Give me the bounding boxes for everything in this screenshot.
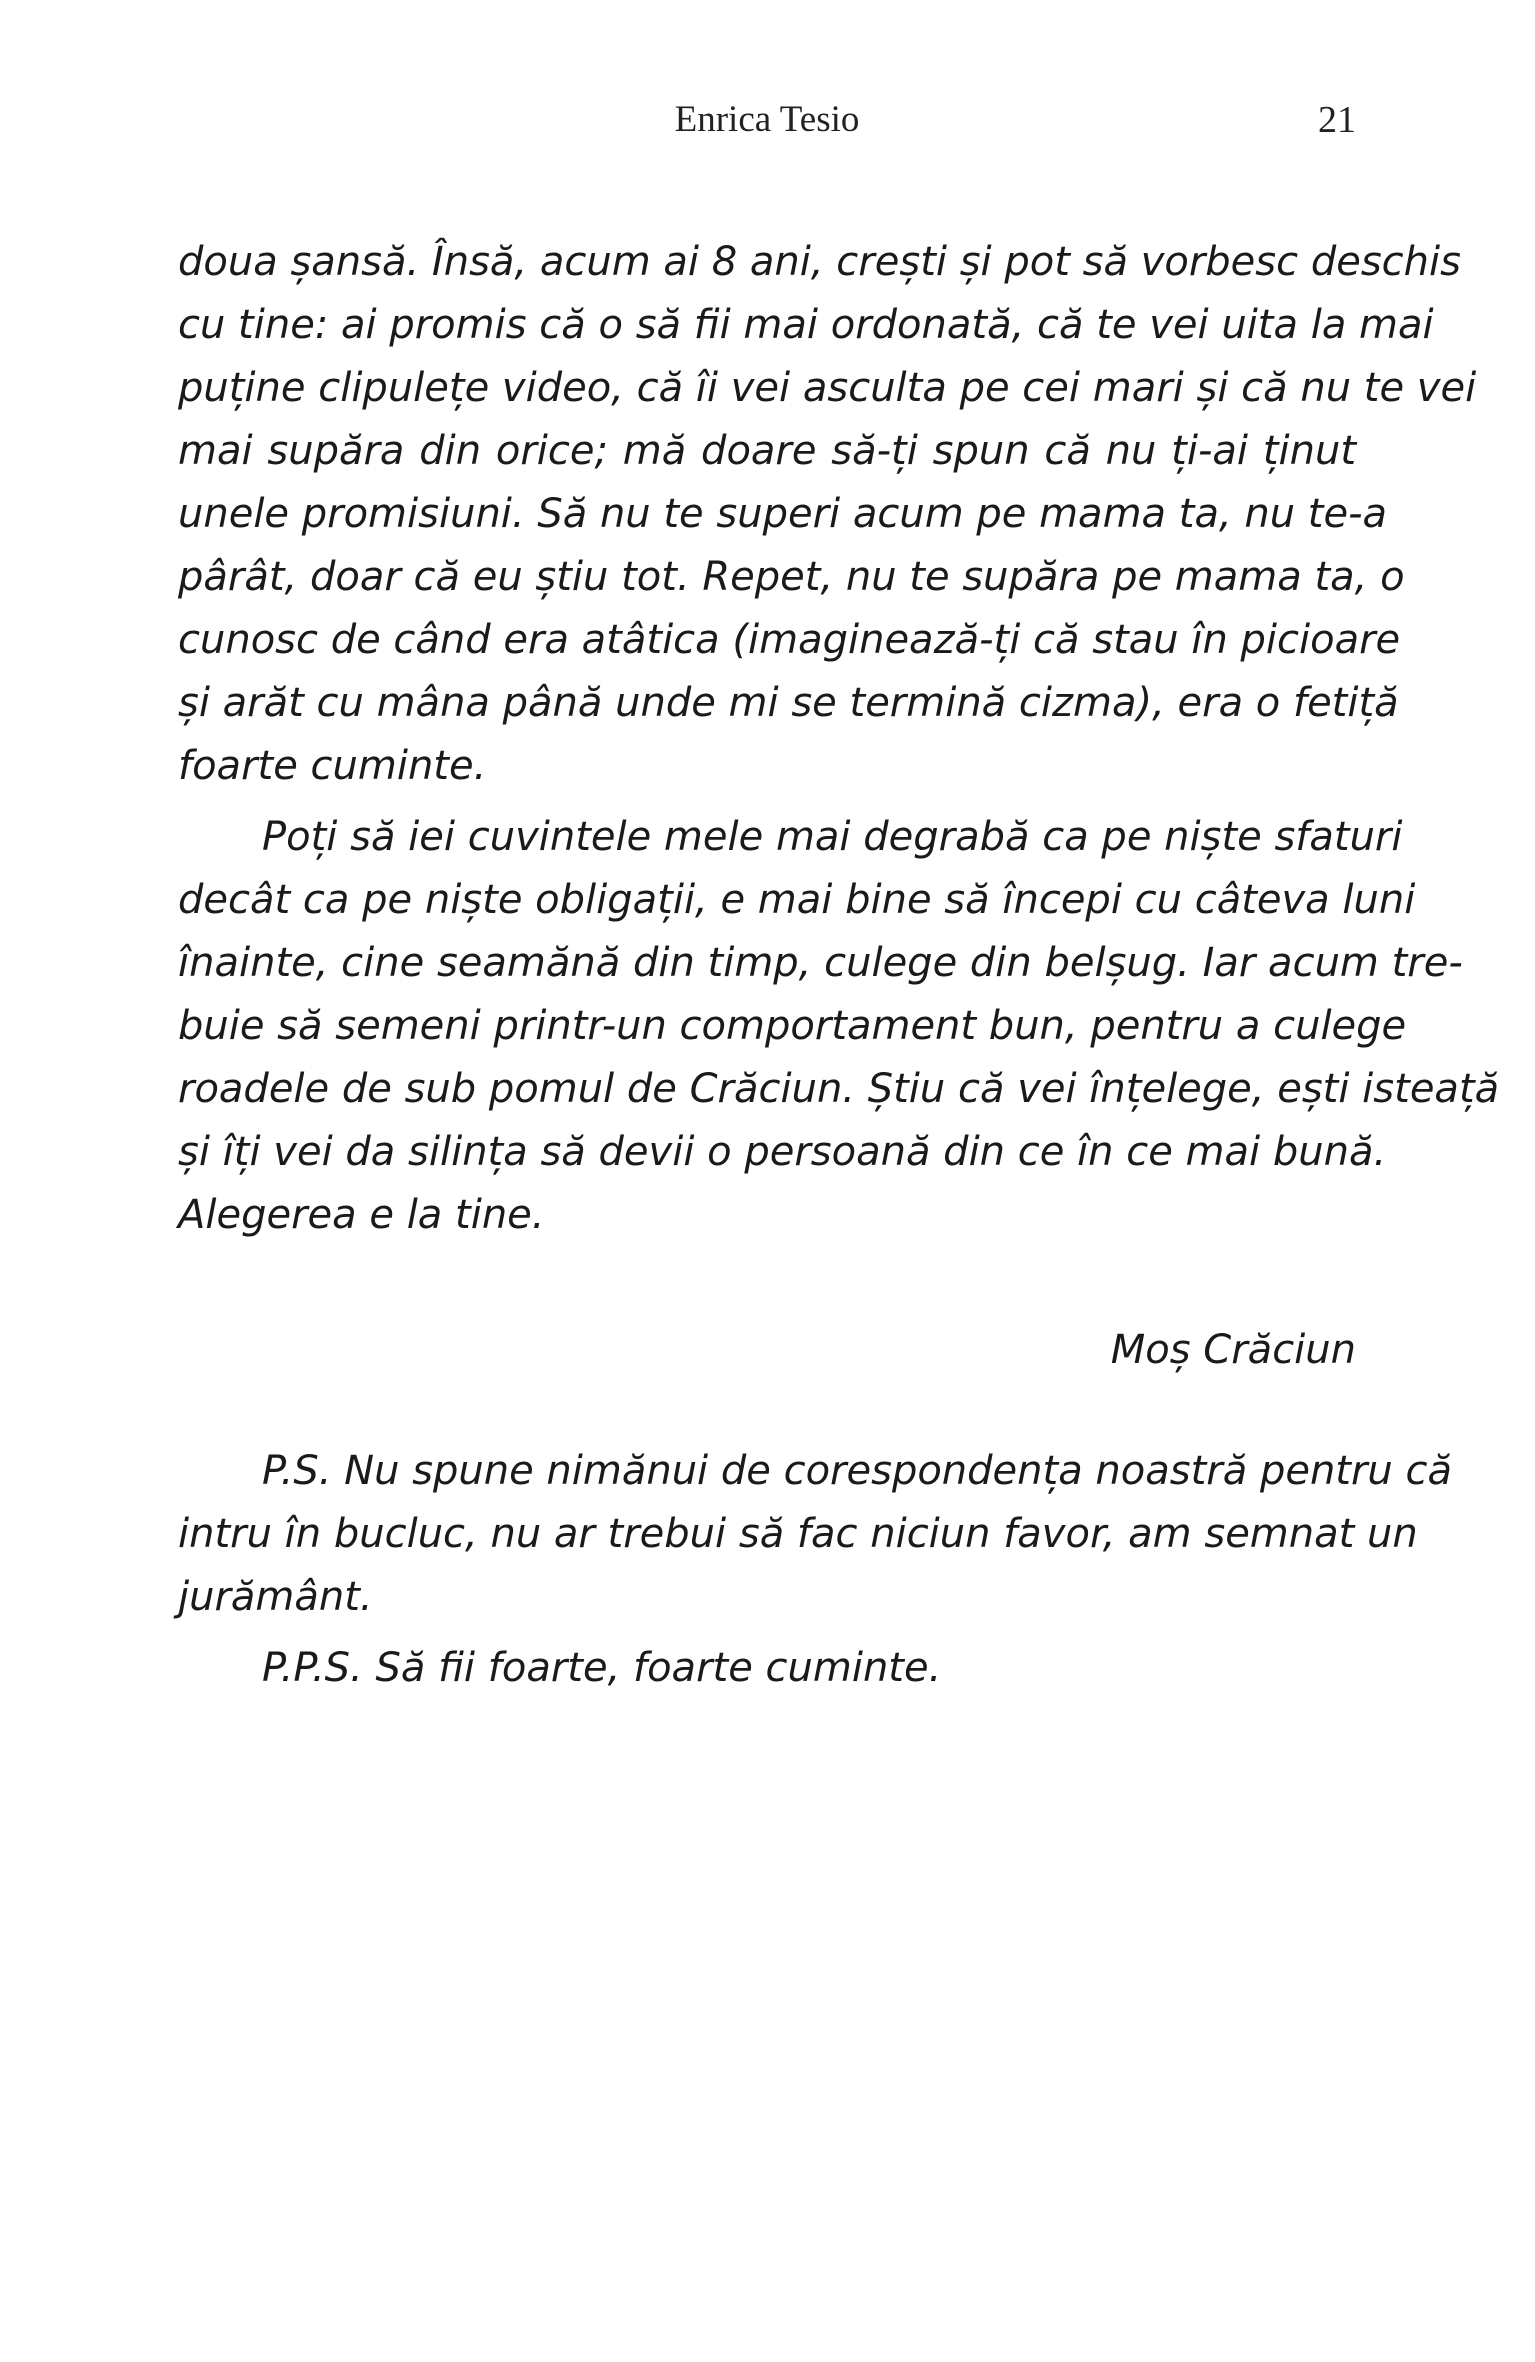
text-line: înainte, cine seamănă din timp, culege din belșug. Iar acum tre- [178, 940, 1463, 986]
text-line: Alegerea e la tine. [178, 1192, 545, 1238]
text-line: buie să semeni printr-un comportament bun, pentru a culege [178, 1003, 1407, 1049]
running-head-author: Enrica Tesio [674, 99, 860, 140]
text-line: P.P.S. Să fii foarte, foarte cuminte. [262, 1645, 942, 1691]
text-line: unele promisiuni. Să nu te superi acum pe mama ta, nu te-a [178, 491, 1388, 537]
text-line: intru în bucluc, nu ar trebui să fac niciun favor, am semnat un [178, 1511, 1418, 1557]
text-line: și arăt cu mâna până unde mi se termină cizma), era o fetiță [178, 680, 1399, 726]
paragraph-letter-continuation [178, 231, 1477, 798]
text-line: Poți să iei cuvintele mele mai degrabă ca pe niște sfaturi [262, 814, 1403, 860]
text-line: puține clipulețe video, că îi vei asculta pe cei mari și că nu te vei [178, 365, 1477, 411]
text-line: foarte cuminte. [178, 743, 487, 789]
text-line: cunosc de când era atâtica (imaginează-ți că stau în picioare [178, 617, 1401, 663]
paragraph-advice [178, 806, 1500, 1247]
text-line: P.S. Nu spune nimănui de corespondența noastră pentru că [262, 1448, 1452, 1494]
text-line: pârât, doar că eu știu tot. Repet, nu te supăra pe mama ta, o [178, 554, 1405, 600]
signature: Moș Crăciun [1110, 1327, 1356, 1373]
text-line: mai supăra din orice; mă doare să-ți spun că nu ți-ai ținut [178, 428, 1356, 474]
text-line: decât ca pe niște obligații, e mai bine să începi cu câteva luni [178, 877, 1416, 923]
text-line: doua șansă. Însă, acum ai 8 ani, crești și pot să vorbesc deschis [178, 239, 1461, 285]
text-line: jurământ. [178, 1574, 373, 1620]
postscript [178, 1440, 1452, 1629]
page-number: 21 [1318, 99, 1356, 141]
text-line: cu tine: ai promis că o să fii mai ordonată, că te vei uita la mai [178, 302, 1434, 348]
post-postscript [178, 1637, 1356, 1700]
running-header [178, 98, 1356, 158]
text-line: și îți vei da silința să devii o persoană din ce în ce mai bună. [178, 1129, 1387, 1175]
body-text [178, 231, 1500, 1700]
text-line: roadele de sub pomul de Crăciun. Știu că vei înțelege, ești isteață [178, 1066, 1500, 1112]
